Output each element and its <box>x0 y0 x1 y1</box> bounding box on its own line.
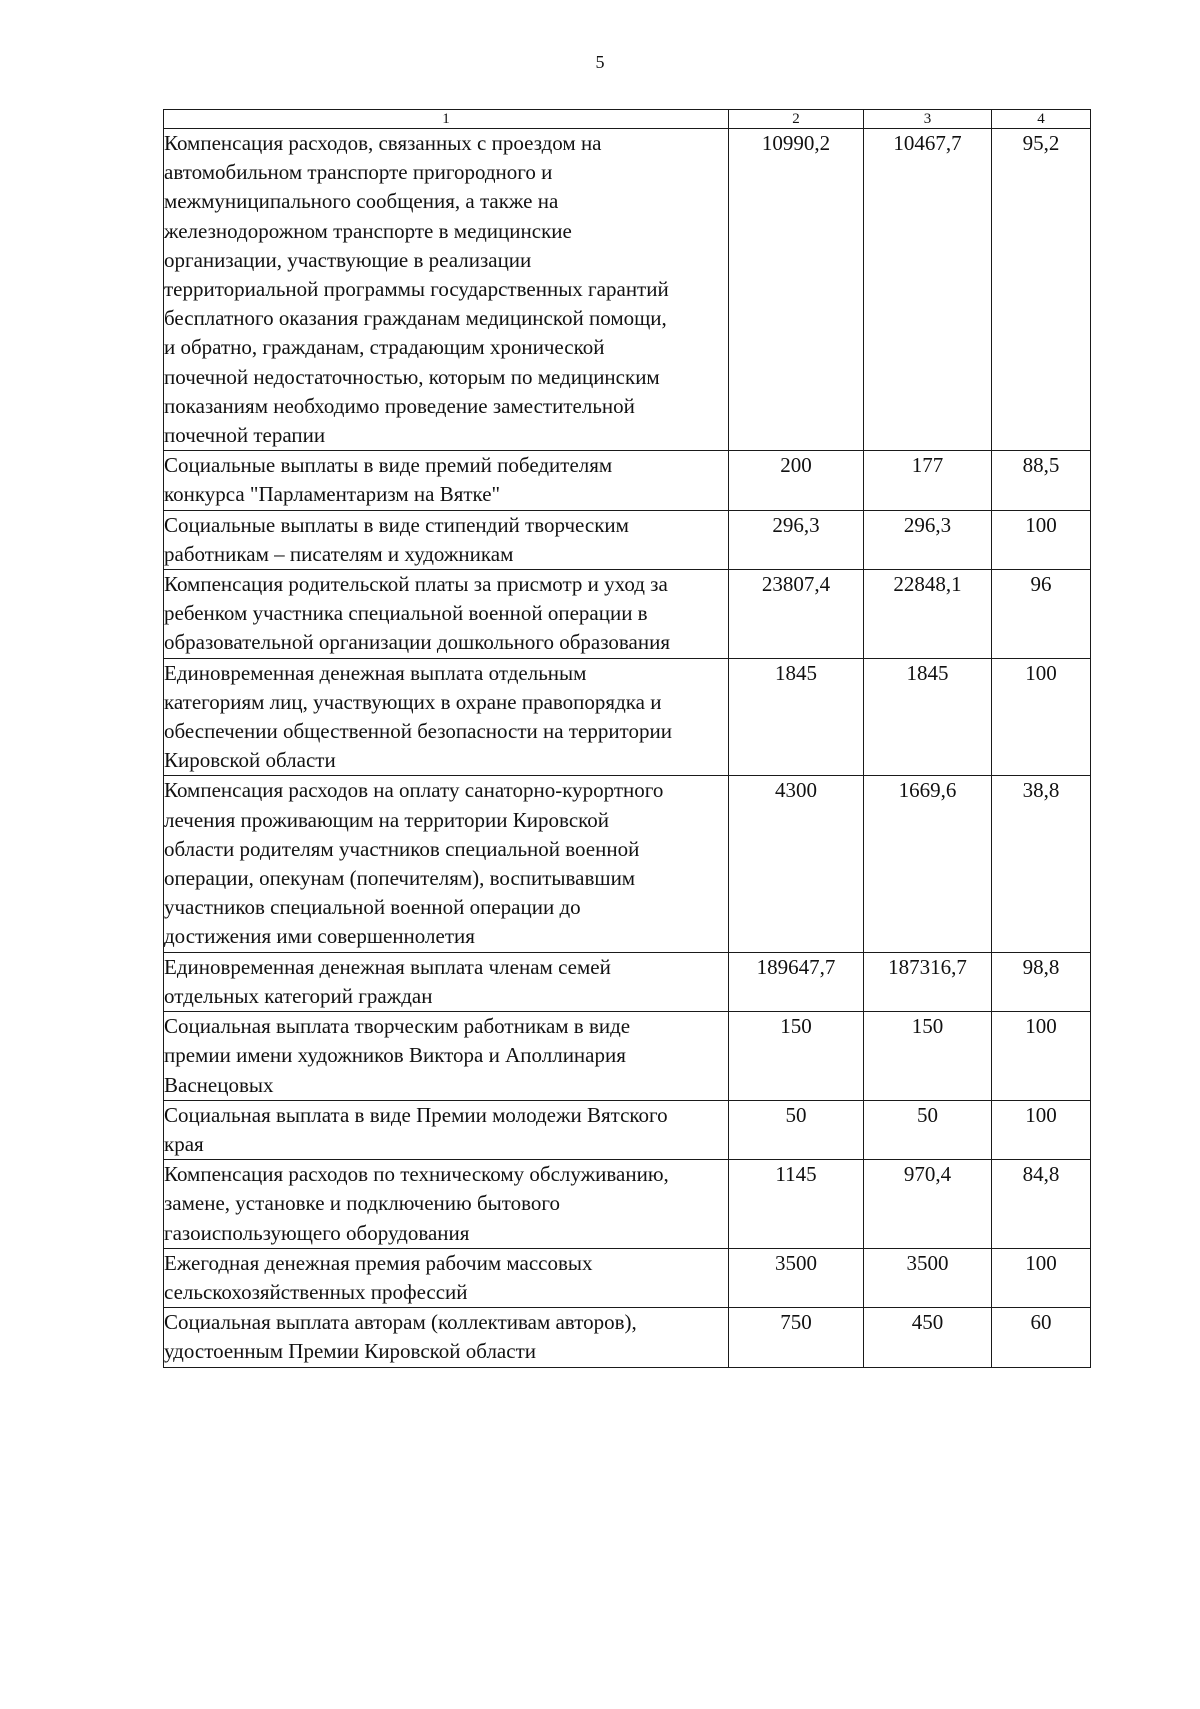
row-value-col4: 100 <box>992 658 1091 776</box>
row-value-col4: 88,5 <box>992 451 1091 510</box>
header-col-2: 2 <box>729 110 864 129</box>
row-value-col3: 187316,7 <box>864 952 992 1011</box>
row-name <box>164 1248 729 1307</box>
row-name-line: области родителям участников специальной военной <box>164 836 640 861</box>
table-row <box>164 1248 1091 1307</box>
row-name <box>164 658 729 776</box>
row-value-col2: 4300 <box>729 776 864 952</box>
row-value-col2: 1845 <box>729 658 864 776</box>
row-value-col2: 1145 <box>729 1160 864 1249</box>
row-value-col4: 95,2 <box>992 129 1091 451</box>
page-number: 5 <box>595 52 605 72</box>
row-name-line: Социальная выплата творческим работникам в виде <box>164 1014 631 1039</box>
row-name <box>164 952 729 1011</box>
header-col-1: 1 <box>164 110 729 129</box>
row-value-col4: 100 <box>992 510 1091 569</box>
table-row <box>164 510 1091 569</box>
row-value-col4: 96 <box>992 570 1091 659</box>
row-name-line: Единовременная денежная выплата членам семей <box>164 954 611 979</box>
row-name-line: отдельных категорий граждан <box>164 983 433 1008</box>
row-value-col4: 60 <box>992 1308 1091 1367</box>
table-row <box>164 1012 1091 1101</box>
row-value-col3: 10467,7 <box>864 129 992 451</box>
row-value-col4: 38,8 <box>992 776 1091 952</box>
row-value-col2: 23807,4 <box>729 570 864 659</box>
row-value-col3: 1845 <box>864 658 992 776</box>
row-value-col4: 84,8 <box>992 1160 1091 1249</box>
row-name <box>164 451 729 510</box>
row-name-line: ребенком участника специальной военной операции в <box>164 601 648 626</box>
row-value-col3: 970,4 <box>864 1160 992 1249</box>
row-name-line: операции, опекунам (попечителям), воспитывавшим <box>164 866 636 891</box>
row-value-col3: 50 <box>864 1100 992 1159</box>
table-row <box>164 570 1091 659</box>
row-name-line: организации, участвующие в реализации <box>164 247 532 272</box>
row-value-col3: 450 <box>864 1308 992 1367</box>
row-name-line: замене, установке и подключению бытового <box>164 1191 560 1216</box>
row-name-line: края <box>164 1131 204 1156</box>
row-name-line: Компенсация расходов, связанных с проездом на <box>164 131 602 155</box>
row-name <box>164 1160 729 1249</box>
row-name-line: обеспечении общественной безопасности на территории <box>164 719 672 744</box>
row-name-line: показаниям необходимо проведение заместительной <box>164 393 635 418</box>
header-row <box>164 110 1091 129</box>
row-name <box>164 129 729 451</box>
row-name <box>164 776 729 952</box>
row-name-line: Социальная выплата в виде Премии молодежи Вятского <box>164 1102 668 1127</box>
row-name-line: Васнецовых <box>164 1072 274 1097</box>
row-name-line: удостоенным Премии Кировской области <box>164 1339 536 1364</box>
row-name-line: и обратно, гражданам, страдающим хронической <box>164 335 605 360</box>
row-name-line: Социальная выплата авторам (коллективам авторов), <box>164 1310 637 1335</box>
row-name-line: газоиспользующего оборудования <box>164 1220 470 1245</box>
row-value-col2: 50 <box>729 1100 864 1159</box>
row-name-line: почечной терапии <box>164 423 326 448</box>
row-name-line: Компенсация родительской платы за присмотр и уход за <box>164 572 668 597</box>
row-name-line: территориальной программы государственных гарантий <box>164 277 669 302</box>
row-name-line: работникам – писателям и художникам <box>164 541 514 566</box>
table-row <box>164 1308 1091 1367</box>
header-col-4: 4 <box>992 110 1091 129</box>
row-name-line: лечения проживающим на территории Кировской <box>164 807 610 832</box>
row-name <box>164 1308 729 1367</box>
row-value-col3: 150 <box>864 1012 992 1101</box>
row-value-col3: 22848,1 <box>864 570 992 659</box>
row-value-col3: 1669,6 <box>864 776 992 952</box>
table-row <box>164 451 1091 510</box>
row-name-line: межмуниципального сообщения, а также на <box>164 189 559 214</box>
table-row <box>164 952 1091 1011</box>
row-name-line: Социальные выплаты в виде премий победителям <box>164 453 613 478</box>
row-value-col2: 3500 <box>729 1248 864 1307</box>
table-row <box>164 129 1091 451</box>
row-name <box>164 1100 729 1159</box>
row-name-line: железнодорожном транспорте в медицинские <box>164 218 572 243</box>
row-name <box>164 1012 729 1101</box>
row-value-col2: 150 <box>729 1012 864 1101</box>
row-name-line: Социальные выплаты в виде стипендий творческим <box>164 512 629 537</box>
row-value-col3: 177 <box>864 451 992 510</box>
row-name-line: образовательной организации дошкольного образования <box>164 630 670 655</box>
row-name <box>164 510 729 569</box>
table-row <box>164 1160 1091 1249</box>
row-value-col4: 100 <box>992 1012 1091 1101</box>
row-name-line: Кировской области <box>164 748 336 773</box>
row-name-line: почечной недостаточностью, которым по медицинским <box>164 364 660 389</box>
table-row <box>164 1100 1091 1159</box>
row-name-line: бесплатного оказания гражданам медицинской помощи, <box>164 306 667 331</box>
row-name-line: конкурса "Парламентаризм на Вятке" <box>164 482 501 507</box>
table-row <box>164 776 1091 952</box>
row-name-line: участников специальной военной операции до <box>164 895 581 920</box>
row-value-col3: 3500 <box>864 1248 992 1307</box>
row-name-line: Единовременная денежная выплата отдельным <box>164 660 587 685</box>
row-value-col2: 10990,2 <box>729 129 864 451</box>
row-name-line: категориям лиц, участвующих в охране правопорядка и <box>164 689 662 714</box>
row-value-col2: 200 <box>729 451 864 510</box>
row-name-line: Компенсация расходов на оплату санаторно-курортного <box>164 778 664 803</box>
row-value-col4: 98,8 <box>992 952 1091 1011</box>
row-name-line: премии имени художников Виктора и Аполлинария <box>164 1043 626 1068</box>
row-name-line: автомобильном транспорте пригородного и <box>164 160 553 185</box>
row-name <box>164 570 729 659</box>
row-value-col2: 189647,7 <box>729 952 864 1011</box>
row-name-line: Ежегодная денежная премия рабочим массовых <box>164 1250 593 1275</box>
row-value-col4: 100 <box>992 1248 1091 1307</box>
row-name-line: достижения ими совершеннолетия <box>164 924 475 949</box>
row-value-col3: 296,3 <box>864 510 992 569</box>
row-value-col2: 750 <box>729 1308 864 1367</box>
table-body <box>164 129 1091 1368</box>
table-row <box>164 658 1091 776</box>
row-name-line: Компенсация расходов по техническому обслуживанию, <box>164 1162 669 1187</box>
row-value-col2: 296,3 <box>729 510 864 569</box>
row-value-col4: 100 <box>992 1100 1091 1159</box>
report-table <box>163 109 1091 1368</box>
header-col-3: 3 <box>864 110 992 129</box>
row-name-line: сельскохозяйственных профессий <box>164 1279 468 1304</box>
